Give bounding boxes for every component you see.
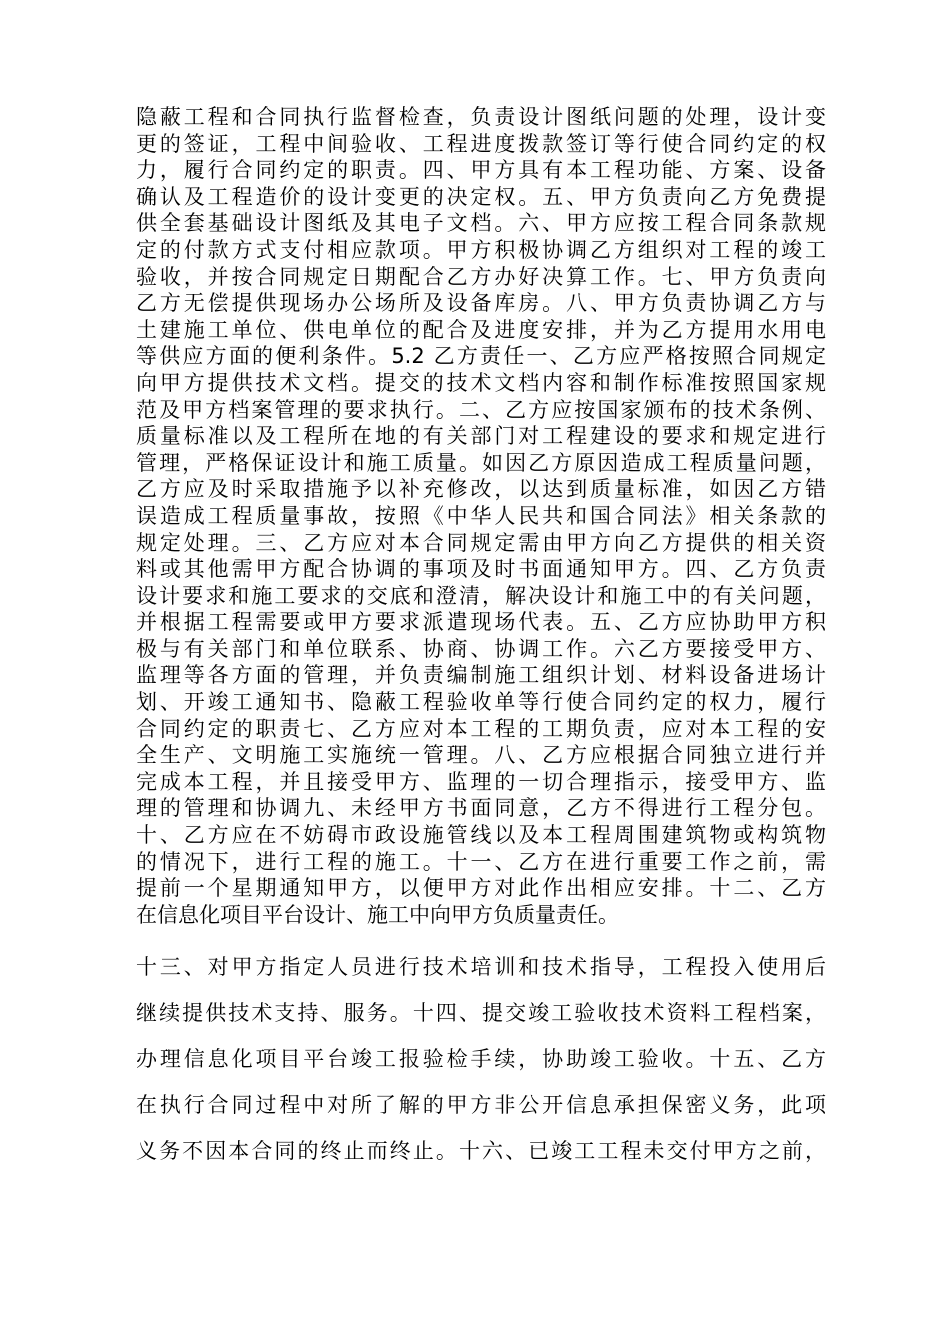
text-line: 理的管理和协调九、未经甲方书面同意，乙方不得进行工程分包。 (136, 796, 826, 821)
text-line: 监理等各方面的管理，并负责编制施工组织计划、材料设备进场计 (136, 663, 826, 688)
text-line: 向甲方提供技术文档。提交的技术文档内容和制作标准按照国家规 (136, 370, 826, 395)
contract-paragraph-dense (136, 104, 826, 928)
text-line: 料或其他需甲方配合协调的事项及时书面通知甲方。四、乙方负责 (136, 557, 826, 582)
text-line: 继续提供技术支持、服务。十四、提交竣工验收技术资料工程档案， (136, 1001, 826, 1025)
text-line: 极与有关部门和单位联系、协商、协调工作。六乙方要接受甲方、 (136, 636, 826, 661)
text-line: 力，履行合同约定的职责。四、甲方具有本工程功能、方案、设备 (136, 158, 826, 183)
text-line: 规定处理。三、乙方应对本合同规定需由甲方向乙方提供的相关资 (136, 530, 826, 555)
text-line: 的情况下，进行工程的施工。十一、乙方在进行重要工作之前，需 (136, 849, 826, 874)
text-line: 范及甲方档案管理的要求执行。二、乙方应按国家颁布的技术条例、 (136, 397, 826, 422)
text-line: 土建施工单位、供电单位的配合及进度安排，并为乙方提用水用电 (136, 317, 826, 342)
text-line: 隐蔽工程和合同执行监督检查，负责设计图纸问题的处理，设计变 (136, 105, 826, 129)
text-line: 十、乙方应在不妨碍市政设施管线以及本工程周围建筑物或构筑物 (136, 823, 826, 848)
text-line: 设计要求和施工要求的交底和澄清，解决设计和施工中的有关问题， (136, 583, 826, 608)
text-line: 定的付款方式支付相应款项。甲方积极协调乙方组织对工程的竣工 (136, 237, 826, 262)
text-line: 提前一个星期通知甲方，以便甲方对此作出相应安排。十二、乙方 (136, 876, 826, 901)
text-line: 乙方应及时采取措施予以补充修改，以达到质量标准，如因乙方错 (136, 477, 826, 502)
text-line: 合同约定的职责七、乙方应对本工程的工期负责，应对本工程的安 (136, 716, 826, 741)
text-line: 管理，严格保证设计和施工质量。如因乙方原因造成工程质量问题， (136, 450, 826, 475)
text-line: 划、开竣工通知书、隐蔽工程验收单等行使合同约定的权力，履行 (136, 690, 826, 715)
text-line: 十三、对甲方指定人员进行技术培训和技术指导，工程投入使用后 (136, 955, 826, 979)
text-line: 在执行合同过程中对所了解的甲方非公开信息承担保密义务，此项 (136, 1093, 826, 1117)
text-line: 义务不因本合同的终止而终止。十六、已竣工工程未交付甲方之前， (136, 1139, 826, 1163)
text-line: 等供应方面的便利条件。5.2 乙方责任一、乙方应严格按照合同规定 (136, 344, 826, 369)
text-line: 全生产、文明施工实施统一管理。八、乙方应根据合同独立进行并 (136, 743, 826, 768)
text-line: 验收，并按合同规定日期配合乙方办好决算工作。七、甲方负责向 (136, 264, 826, 289)
text-line: 乙方无偿提供现场办公场所及设备库房。八、甲方负责协调乙方与 (136, 291, 826, 316)
text-line: 确认及工程造价的设计变更的决定权。五、甲方负责向乙方免费提 (136, 184, 826, 209)
contract-paragraph-loose (136, 944, 826, 1174)
text-line: 办理信息化项目平台竣工报验检手续，协助竣工验收。十五、乙方 (136, 1047, 826, 1071)
text-line: 质量标准以及工程所在地的有关部门对工程建设的要求和规定进行 (136, 424, 826, 449)
text-line: 并根据工程需要或甲方要求派遣现场代表。五、乙方应协助甲方积 (136, 610, 826, 635)
text-line: 误造成工程质量事故，按照《中华人民共和国合同法》相关条款的 (136, 503, 826, 528)
text-line: 在信息化项目平台设计、施工中向甲方负质量责任。 (136, 902, 619, 927)
text-line: 供全套基础设计图纸及其电子文档。六、甲方应按工程合同条款规 (136, 211, 826, 236)
text-line: 完成本工程，并且接受甲方、监理的一切合理指示，接受甲方、监 (136, 769, 826, 794)
text-line: 更的签证，工程中间验收、工程进度拨款签订等行使合同约定的权 (136, 131, 826, 156)
